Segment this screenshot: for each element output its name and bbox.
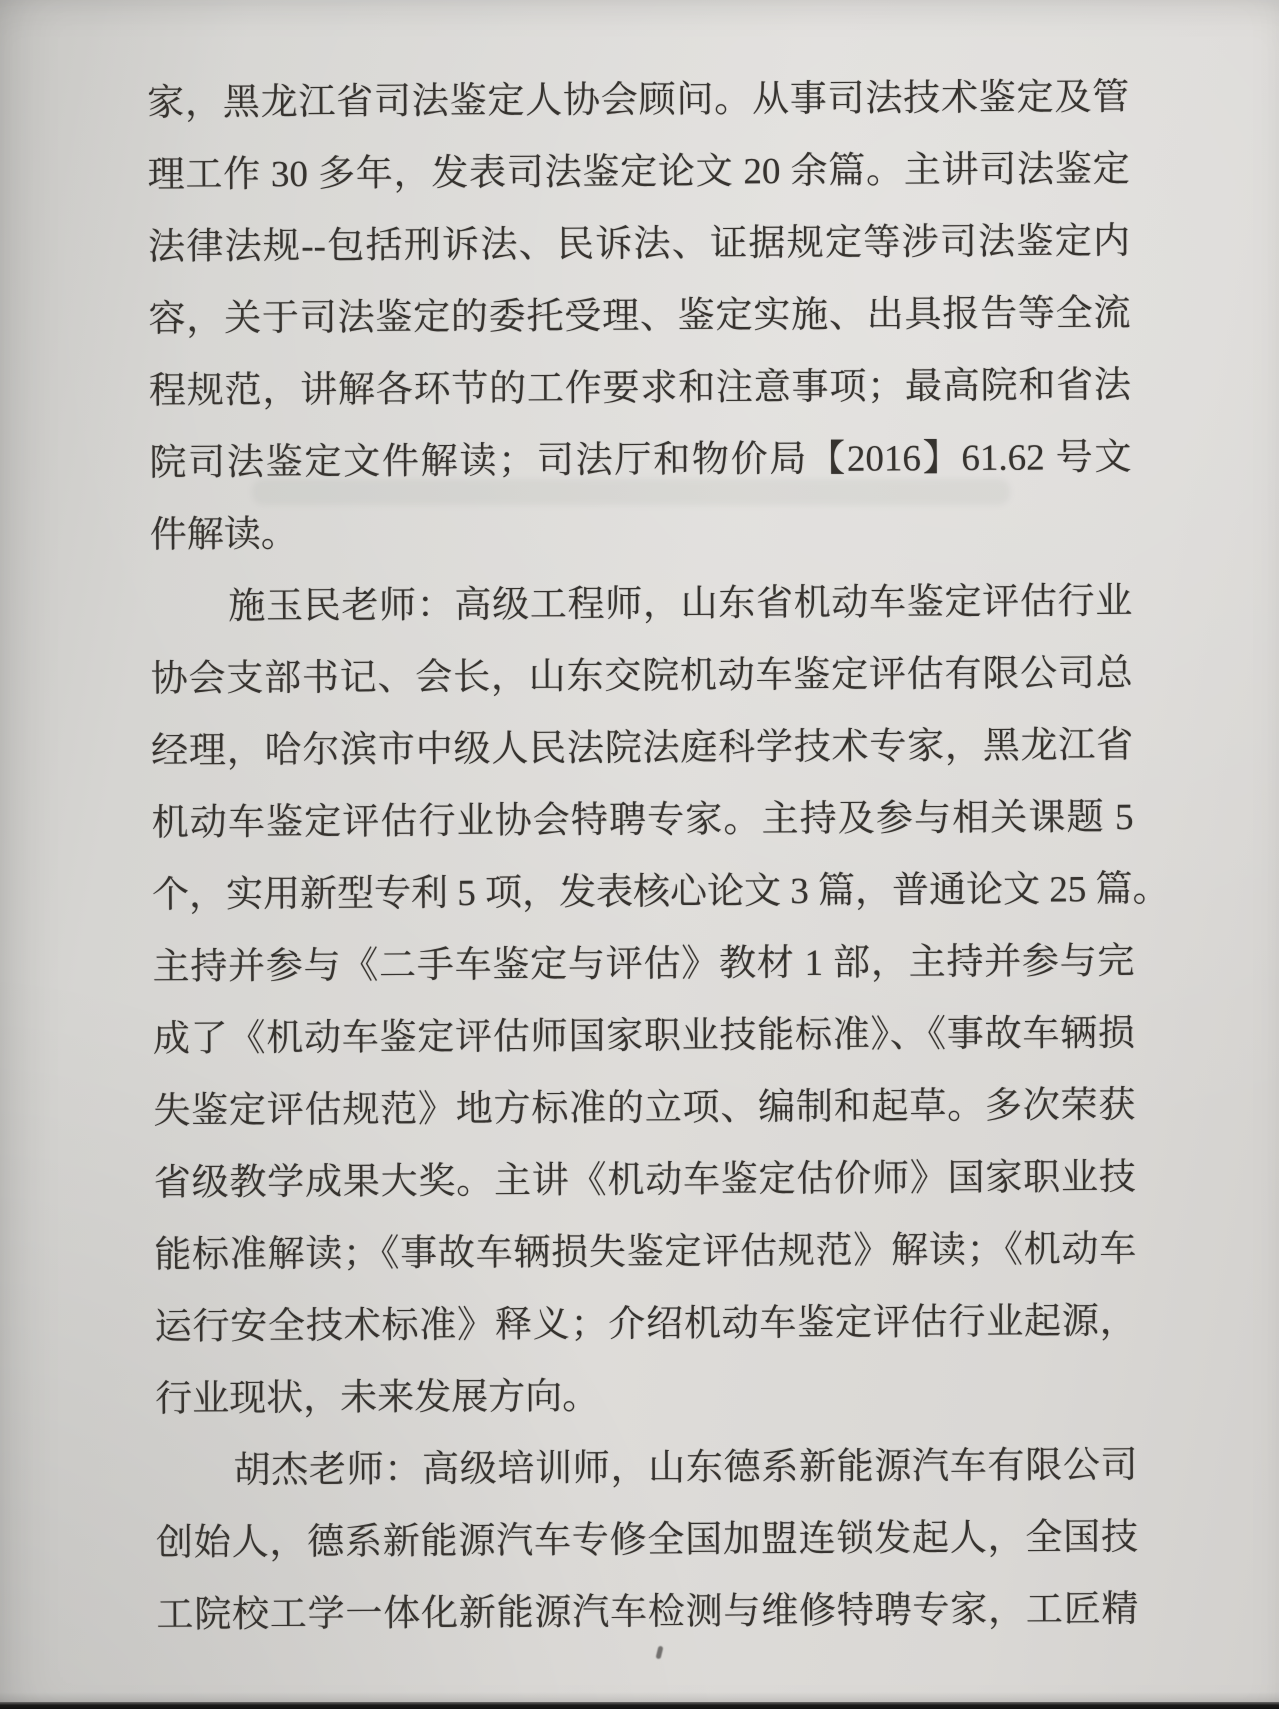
text-line-paragraph-start: 胡杰老师：高级培训师，山东德系新能源汽车有限公司	[233, 1444, 1138, 1492]
text-line: 能标准解读；《事故车辆损失鉴定评估规范》解读；《机动车	[154, 1228, 1137, 1276]
text-line: 家，黑龙江省司法鉴定人协会顾问。从事司法技术鉴定及管	[147, 77, 1130, 124]
text-line: 法律法规--包括刑诉法、民诉法、证据规定等涉司法鉴定内	[147, 220, 1131, 268]
text-line: 工院校工学一体化新能源汽车检测与维修特聘专家，工匠精	[156, 1588, 1139, 1636]
text-line: 失鉴定评估规范》地方标准的立项、编制和起草。多次荣获	[153, 1084, 1136, 1132]
text-line: 件解读。	[149, 514, 298, 556]
paper-edge-shadow	[0, 1692, 1279, 1702]
text-line: 程规范，讲解各环节的工作要求和注意事项；最高院和省法	[148, 364, 1132, 412]
scan-edge-bar	[0, 1702, 1279, 1709]
text-line: 运行安全技术标准》释义；介绍机动车鉴定评估行业起源，	[154, 1300, 1137, 1348]
text-line: 省级教学成果大奖。主讲《机动车鉴定估价师》国家职业技	[153, 1156, 1136, 1204]
text-line: 理工作 30 多年，发表司法鉴定论文 20 余篇。主讲司法鉴定	[147, 148, 1130, 196]
text-line: 协会支部书记、会长，山东交院机动车鉴定评估有限公司总	[150, 652, 1133, 700]
text-line-paragraph-start: 施玉民老师：高级工程师，山东省机动车鉴定评估行业	[228, 580, 1133, 628]
text-line: 容，关于司法鉴定的委托受理、鉴定实施、出具报告等全流	[148, 292, 1131, 340]
text-line: 主持并参与《二手车鉴定与评估》教材 1 部，主持并参与完	[152, 940, 1135, 988]
text-line: 院司法鉴定文件解读；司法厅和物价局【2016】61.62 号文	[149, 436, 1132, 484]
text-line: 成了《机动车鉴定评估师国家职业技能标准》、《事故车辆损	[152, 1012, 1136, 1060]
document-text-block	[147, 62, 1170, 1652]
text-line: 经理，哈尔滨市中级人民法院法庭科学技术专家，黑龙江省	[151, 724, 1134, 772]
text-line: 机动车鉴定评估行业协会特聘专家。主持及参与相关课题 5	[151, 796, 1134, 844]
text-line: 行业现状，未来发展方向。	[155, 1376, 600, 1420]
text-line: 创始人，德系新能源汽车专修全国加盟连锁发起人，全国技	[155, 1516, 1139, 1564]
text-line: 个，实用新型专利 5 项，发表核心论文 3 篇，普通论文 25 篇。	[151, 868, 1170, 916]
